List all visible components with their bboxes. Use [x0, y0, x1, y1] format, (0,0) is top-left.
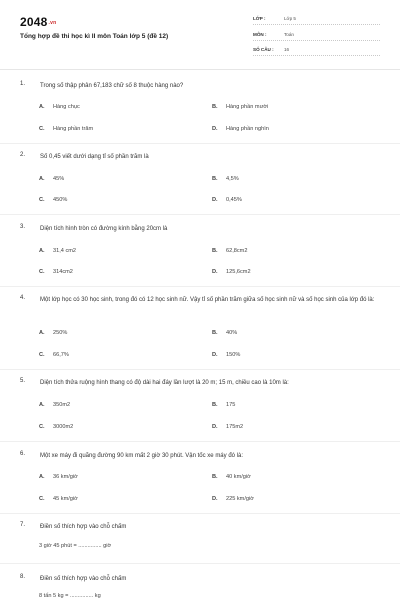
- question-number: 7.: [20, 522, 26, 528]
- option-a[interactable]: A. 350m2: [39, 402, 71, 408]
- option-b[interactable]: B. 62,8cm2: [212, 248, 248, 254]
- option-d[interactable]: D. 125,6cm2: [212, 269, 251, 275]
- option-c[interactable]: C. 450%: [39, 197, 68, 203]
- question-divider: [0, 143, 400, 144]
- option-c[interactable]: C. 314cm2: [39, 269, 73, 275]
- question-divider: [0, 214, 400, 215]
- option-d[interactable]: D. Hàng phần nghìn: [212, 126, 269, 132]
- question-number: 6.: [20, 451, 26, 457]
- question-divider: [0, 286, 400, 287]
- fill-in-answer[interactable]: 8 tấn 5 kg = ............... kg: [39, 593, 101, 599]
- header-divider: [0, 69, 400, 70]
- question-number: 8.: [20, 574, 26, 580]
- option-a[interactable]: A. 250%: [39, 330, 68, 336]
- option-d[interactable]: D. 150%: [212, 352, 241, 358]
- site-logo[interactable]: [20, 15, 56, 29]
- option-c[interactable]: C. 66,7%: [39, 352, 69, 358]
- question-text: Một xe máy đi quãng đường 90 km mất 2 giờ 30 phút. Vận tốc xe máy đó là:: [40, 453, 243, 459]
- logo-text: 2048: [20, 15, 48, 29]
- question-number: 5.: [20, 378, 26, 384]
- option-c[interactable]: C. 45 km/giờ: [39, 496, 78, 502]
- question-divider: [0, 513, 400, 514]
- meta-label: SỐ CÂU :: [253, 47, 274, 52]
- question-number: 2.: [20, 152, 26, 158]
- question-divider: [0, 563, 400, 564]
- option-a[interactable]: A. 45%: [39, 176, 65, 182]
- question-text: Diện tích thửa ruộng hình thang có độ dài hai đáy lần lượt là 20 m; 15 m, chiều cao là 10m là:: [40, 380, 289, 386]
- question-number: 1.: [20, 81, 26, 87]
- option-b[interactable]: B. 40%: [212, 330, 238, 336]
- option-d[interactable]: D. 175m2: [212, 424, 244, 430]
- option-a[interactable]: A. Hàng chục: [39, 104, 80, 110]
- option-a[interactable]: A. 36 km/giờ: [39, 474, 78, 480]
- question-text: Điền số thích hợp vào chỗ chấm: [40, 576, 127, 582]
- document-title: Tổng hợp đề thi học kì II môn Toán lớp 5 (đề 12): [20, 33, 169, 40]
- logo-suffix: .vn: [48, 19, 57, 26]
- question-text: Một lớp học có 30 học sinh, trong đó có 12 học sinh nữ. Vậy tỉ số phần trăm giữa số học sinh nữ và số học sinh của lớp đó là:: [40, 297, 375, 303]
- meta-value: 16: [284, 47, 290, 52]
- option-b[interactable]: B. 40 km/giờ: [212, 474, 251, 480]
- option-d[interactable]: D. 0,45%: [212, 197, 242, 203]
- question-divider: [0, 369, 400, 370]
- option-c[interactable]: C. Hàng phần trăm: [39, 126, 94, 132]
- option-b[interactable]: B. 175: [212, 402, 236, 408]
- option-c[interactable]: C. 3000m2: [39, 424, 74, 430]
- question-text: Trong số thập phân 67,183 chữ số 8 thuộc hàng nào?: [40, 83, 184, 89]
- meta-subject: [253, 31, 380, 41]
- meta-label: MÔN :: [253, 32, 267, 37]
- question-text: Điền số thích hợp vào chỗ chấm: [40, 524, 127, 530]
- meta-value: Toán: [284, 32, 294, 37]
- option-b[interactable]: B. Hàng phần mười: [212, 104, 269, 110]
- option-d[interactable]: D. 225 km/giờ: [212, 496, 254, 502]
- question-number: 4.: [20, 295, 26, 301]
- question-text: Diện tích hình tròn có đường kính bằng 20cm là: [40, 226, 168, 232]
- meta-question-count: [253, 46, 380, 56]
- fill-in-answer[interactable]: 3 giờ 45 phút = ............... giờ: [39, 543, 112, 549]
- meta-class: [253, 15, 380, 25]
- meta-label: LỚP :: [253, 16, 266, 21]
- option-a[interactable]: A. 31,4 cm2: [39, 248, 77, 254]
- option-b[interactable]: B. 4,5%: [212, 176, 239, 182]
- meta-value: Lớp 5: [284, 16, 296, 21]
- question-text: Số 0,45 viết dưới dạng tỉ số phần trăm là: [40, 154, 149, 160]
- question-divider: [0, 441, 400, 442]
- question-number: 3.: [20, 224, 26, 230]
